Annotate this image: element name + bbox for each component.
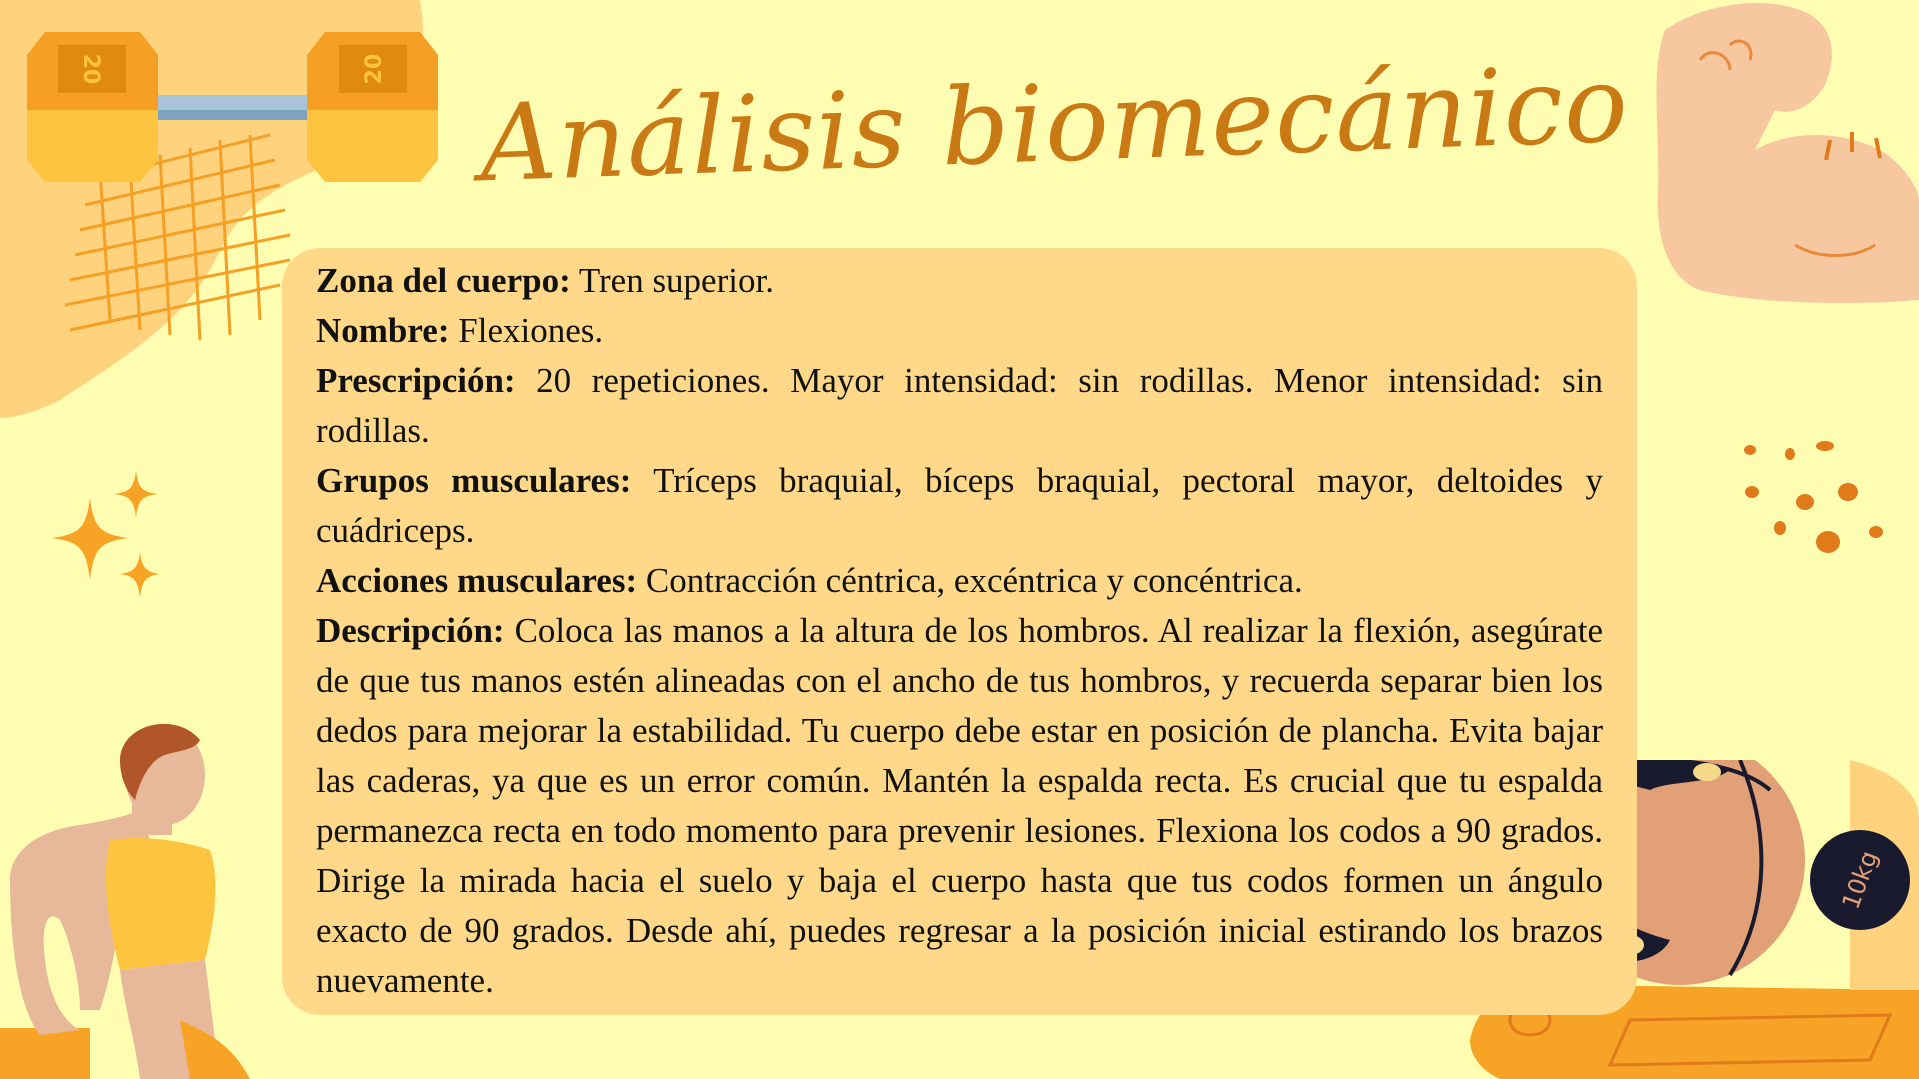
detail-value: Contracción céntrica, excéntrica y concéntrica.: [637, 561, 1303, 600]
detail-muscle-actions: [316, 556, 1603, 606]
detail-label: Grupos musculares:: [316, 461, 632, 500]
dumbbell-label-right: 20: [362, 53, 387, 85]
detail-label: Acciones musculares:: [316, 561, 638, 600]
detail-body-zone: [316, 256, 1603, 306]
detail-label: Prescripción:: [316, 361, 516, 400]
detail-label: Zona del cuerpo:: [316, 261, 571, 300]
detail-value: Tríceps braquial, bíceps braquial, pectoral mayor, deltoides y cuádriceps.: [316, 461, 1603, 550]
exercise-card: [282, 248, 1637, 1015]
detail-muscle-groups: [316, 456, 1603, 556]
dumbbell-label-left: 20: [78, 53, 103, 85]
woman-exercising-illustration: [0, 720, 270, 1079]
flexed-bicep-icon: [1640, 0, 1919, 310]
detail-value: Coloca las manos a la altura de los hombros. Al realizar la flexión, asegúrate de que tus manos estén alineadas con el ancho de tus hombros, y recuerda separar bien los dedos para mejorar la estabilidad. Tu cuerpo debe estar en posición de plancha. Evita bajar las caderas, ya que es un error común. Mantén la espalda recta. Es crucial que tu espalda permanezca recta en todo momento para prevenir lesiones. Flexiona los codos a 90 grados. Dirige la mirada hacia el suelo y baja el cuerpo hasta que tus codos formen un ángulo exacto de 90 grados. Desde ahí, puedes regresar a la posición inicial estirando los brazos nuevamente.: [316, 611, 1603, 1000]
detail-value: Tren superior.: [570, 261, 774, 300]
page-title: Análisis biomecánico: [478, 42, 1631, 206]
detail-label: Nombre:: [316, 311, 450, 350]
detail-value: 20 repeticiones. Mayor intensidad: sin rodillas. Menor intensidad: sin rodillas.: [316, 361, 1603, 450]
detail-value: Flexiones.: [449, 311, 604, 350]
sparkle-icon: [52, 470, 167, 610]
detail-name: [316, 306, 1603, 356]
detail-prescription: [316, 356, 1603, 456]
ball-weight-label: 10kg: [1836, 847, 1884, 913]
detail-label: Descripción:: [316, 611, 505, 650]
dots-decoration: [1740, 440, 1890, 570]
detail-description: [316, 606, 1603, 1006]
